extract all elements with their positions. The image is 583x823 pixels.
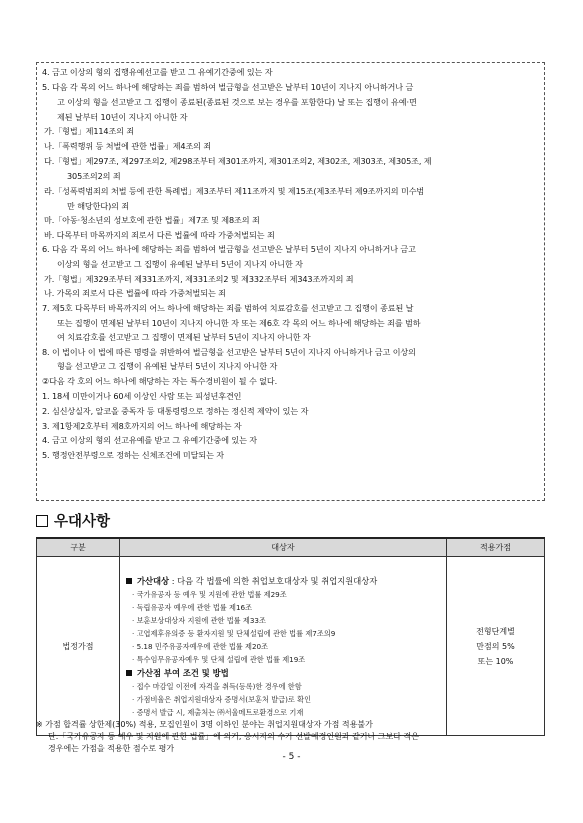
list-item: 6. 다음 각 목의 어느 하나에 해당하는 죄를 범하여 벌금형을 선고받은 날부터 5년이 지나지 아니하거나 금고 — [42, 244, 416, 254]
header-target: 대상자 — [120, 538, 447, 557]
note-line: ※ 가점 합격률 상한제(30%) 적용, 모집인원이 3명 이하인 분야는 취업지원대상자 가점 적용불가 — [36, 720, 373, 729]
list-item: 또는 집행이 면제된 날부터 10년이 지나지 아니한 자 또는 제6호 각 목의 어느 하나에 해당하는 죄를 범하 — [57, 318, 421, 328]
target-cell — [120, 557, 447, 736]
points-line: 전형단계별 — [476, 626, 515, 636]
benefit-table — [36, 537, 545, 736]
square-bullet-icon — [126, 578, 132, 584]
list-item: 5. 다음 각 목의 어느 하나에 해당하는 죄를 범하여 벌금형을 선고받은 날부터 10년이 지나지 아니하거나 금 — [42, 82, 414, 92]
points-line: 또는 10% — [477, 656, 514, 666]
list-item: 7. 제5호 다목부터 바목까지의 어느 하나에 해당하는 죄를 범하여 치료감호를 선고받고 그 집행이 종료된 날 — [42, 303, 414, 313]
list-item: 형을 선고받고 그 집행이 유예된 날부터 5년이 지나지 아니한 자 — [57, 361, 278, 371]
list-item: 5. 행정안전부령으로 정하는 신체조건에 미달되는 자 — [42, 450, 224, 460]
list-item: 나. 가목의 죄로서 다른 법률에 따라 가중처벌되는 죄 — [44, 288, 226, 298]
list-item: · 고엽제후유의증 등 환자지원 및 단체설립에 관한 법률 제7조의9 — [132, 628, 336, 638]
points-cell — [447, 557, 545, 736]
list-item: · 가점비율은 취업지원대상자 증명서(보훈처 발급)로 확인 — [132, 694, 312, 704]
list-item: · 독립유공자 예우에 관한 법률 제16조 — [132, 602, 253, 612]
note-line: 단.「국가유공자 등 예우 및 지원에 관한 법률」에 의거, 응시자의 수가 선발예정인원과 같거나 그보다 적은 — [48, 732, 419, 741]
list-item: 여 치료감호를 선고받고 그 집행이 면제된 날부터 5년이 지나지 아니한 자 — [57, 332, 311, 342]
square-bullet-icon — [126, 670, 132, 676]
list-item: 2. 심신상실자, 알코올 중독자 등 대통령령으로 정하는 정신적 제약이 있는 자 — [42, 406, 309, 416]
list-item: 이상의 형을 선고받고 그 집행이 유예된 날부터 5년이 지나지 아니한 자 — [57, 259, 303, 269]
page-number: - 5 - — [282, 752, 301, 762]
law-list — [126, 588, 440, 666]
list-item: · 증명서 발급 시, 제출처는 ㈜서울메트로환경으로 기재 — [132, 707, 304, 717]
list-item: 가.「형법」제329조부터 제331조까지, 제331조의2 및 제332조부터 제343조까지의 죄 — [44, 274, 354, 284]
list-item: 나.「폭력행위 등 처벌에 관한 법률」제4조의 죄 — [44, 141, 212, 151]
target-heading — [126, 574, 440, 588]
list-item: 가.「형법」제114조의 죄 — [44, 126, 135, 136]
list-item: 4. 금고 이상의 형의 선고유예를 받고 그 유예기간중에 있는 자 — [42, 435, 258, 445]
note-line: 경우에는 가점을 적용한 점수로 평가 — [48, 744, 175, 753]
list-item: 305조의2의 죄 — [67, 171, 121, 181]
list-item: 1. 18세 미만이거나 60세 이상인 사람 또는 피성년후견인 — [42, 391, 242, 401]
header-points: 적용가점 — [447, 538, 545, 557]
list-item: 제된 날부터 10년이 지나지 아니한 자 — [57, 112, 188, 122]
list-item: 8. 이 법이나 이 법에 따른 명령을 위반하여 벌금형을 선고받은 날부터 5년이 지나지 아니하거나 금고 이상의 — [42, 347, 416, 357]
condition-heading: 가산점 부여 조건 및 방법 — [126, 666, 440, 680]
target-heading-text: : 다음 각 법률에 의한 취업보호대상자 및 취업지원대상자 — [169, 575, 378, 586]
list-item: · 특수임무유공자예우 및 단체 설립에 관한 법률 제19조 — [132, 654, 306, 664]
list-item: 마.「아동·청소년의 성보호에 관한 법률」제7조 및 제8조의 죄 — [44, 215, 260, 225]
checkbox-square-icon — [36, 515, 48, 527]
target-heading-label: 가산대상 — [137, 575, 170, 586]
list-item: 3. 제1항제2호부터 제8호까지의 어느 하나에 해당하는 자 — [42, 421, 242, 431]
header-category: 구분 — [37, 538, 120, 557]
list-item: 라.「성폭력범죄의 처벌 등에 관한 특례법」제3조부터 제11조까지 및 제15조(제3조부터 제9조까지의 미수범 — [44, 186, 425, 196]
list-item: 만 해당한다)의 죄 — [67, 201, 130, 211]
condition-list — [126, 680, 440, 719]
list-item: 고 이상의 형을 선고받고 그 집행이 종료된(종료된 것으로 보는 경우를 포함한다) 날 또는 집행이 유예·면 — [57, 97, 417, 107]
table-row — [37, 557, 545, 736]
table-header-row — [37, 538, 545, 557]
list-item: · 5.18 민주유공자예우에 관한 법률 제20조 — [132, 641, 269, 651]
points-line: 만점의 5% — [476, 641, 515, 651]
list-item: · 보훈보상대상자 지원에 관한 법률 제33조 — [132, 615, 266, 625]
list-item: 바. 다목부터 마목까지의 죄로서 다른 법률에 따라 가중처벌되는 죄 — [44, 230, 275, 240]
list-item: ②다음 각 호의 어느 하나에 해당하는 자는 특수경비원이 될 수 없다. — [42, 376, 278, 386]
list-item: · 접수 마감일 이전에 자격을 취득(등록)한 경우에 한함 — [132, 681, 302, 691]
list-item: · 국가유공자 등 예우 및 지원에 관한 법률 제29조 — [132, 589, 287, 599]
section-title-text: 우대사항 — [54, 514, 111, 530]
section-title — [36, 510, 110, 531]
list-item: 다.「형법」제297조, 제297조의2, 제298조부터 제301조까지, 제301조의2, 제302조, 제303조, 제305조, 제 — [44, 156, 432, 166]
category-cell: 법정가점 — [37, 557, 120, 736]
list-item: 4. 금고 이상의 형의 집행유예선고를 받고 그 유예기간중에 있는 자 — [42, 67, 273, 77]
